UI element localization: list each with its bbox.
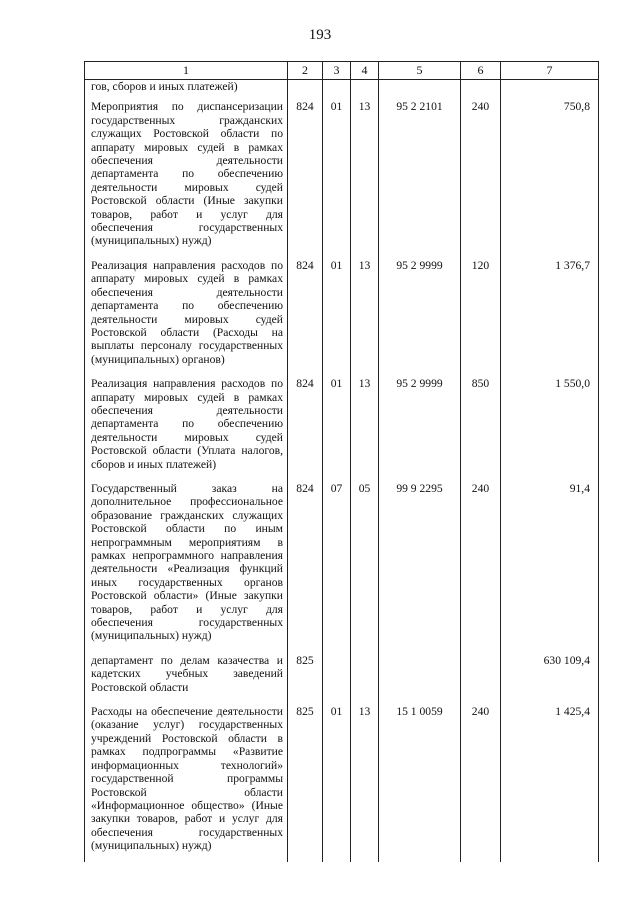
table-row xyxy=(85,257,599,375)
row-amount: 750,8 xyxy=(501,98,599,256)
row-target: 95 2 2101 xyxy=(379,98,461,256)
table-row xyxy=(85,703,599,861)
row-amount: 1 425,4 xyxy=(501,703,599,861)
row-target: 95 2 9999 xyxy=(379,257,461,375)
row-description: Реализация направления расходов по аппарату мировых судей в рамках обеспечения деятельности департамента по обеспечению деятельности мировых судей Ростовской области (Уплата налогов, сборов и иных платежей) xyxy=(85,375,288,480)
row-code: 824 xyxy=(288,375,323,480)
row-expense-type: 120 xyxy=(461,257,501,375)
row-subsection: 13 xyxy=(351,703,379,861)
row-target: 15 1 0059 xyxy=(379,703,461,861)
row-expense-type: 240 xyxy=(461,98,501,256)
column-header-3: 3 xyxy=(323,62,351,80)
page-number: 193 xyxy=(308,27,332,43)
row-subsection: 13 xyxy=(351,98,379,256)
row-description: Мероприятия по диспансеризации государственных гражданских служащих Ростовской области по аппарату мировых судей в рамках обеспечения деятельности департамента по обеспечению деятельности мировых судей Ростовской области (Иные закупки товаров, работ и услуг для обеспечения государственных (муниципальных) нужд) xyxy=(85,98,288,256)
table-row xyxy=(85,98,599,256)
row-description: департамент по делам казачества и кадетских учебных заведений Ростовской области xyxy=(85,652,288,703)
row-expense-type xyxy=(461,652,501,703)
continuation-text: гов, сборов и иных платежей) xyxy=(85,80,288,99)
table-header xyxy=(85,62,599,80)
row-target: 99 9 2295 xyxy=(379,480,461,652)
row-expense-type: 850 xyxy=(461,375,501,480)
row-section: 01 xyxy=(323,257,351,375)
row-subsection: 13 xyxy=(351,257,379,375)
row-section: 01 xyxy=(323,703,351,861)
row-code: 825 xyxy=(288,703,323,861)
row-code: 824 xyxy=(288,480,323,652)
table-row xyxy=(85,480,599,652)
row-code: 825 xyxy=(288,652,323,703)
row-expense-type: 240 xyxy=(461,703,501,861)
row-expense-type: 240 xyxy=(461,480,501,652)
table-row xyxy=(85,375,599,480)
row-description: Реализация направления расходов по аппарату мировых судей в рамках обеспечения деятельности департамента по обеспечению деятельности мировых судей Ростовской области (Расходы на выплаты персоналу государственных (муниципальных) органов) xyxy=(85,257,288,375)
row-subsection: 05 xyxy=(351,480,379,652)
budget-table xyxy=(84,61,599,862)
row-section: 01 xyxy=(323,98,351,256)
row-code: 824 xyxy=(288,257,323,375)
column-header-1: 1 xyxy=(85,62,288,80)
row-description: Государственный заказ на дополнительное профессиональное образование гражданских служащих Ростовской области по иным непрограммным мероприятиям в рамках непрограммного направления деятельности «Реализация функций иных государственных органов Ростовской области» (Иные закупки товаров, работ и услуг для обеспечения государственных (муниципальных) нужд) xyxy=(85,480,288,652)
table-row xyxy=(85,652,599,703)
column-header-6: 6 xyxy=(461,62,501,80)
row-section: 01 xyxy=(323,375,351,480)
row-amount: 1 550,0 xyxy=(501,375,599,480)
row-subsection xyxy=(351,652,379,703)
column-header-4: 4 xyxy=(351,62,379,80)
continuation-row xyxy=(85,80,599,99)
column-header-7: 7 xyxy=(501,62,599,80)
column-header-2: 2 xyxy=(288,62,323,80)
row-section xyxy=(323,652,351,703)
row-target: 95 2 9999 xyxy=(379,375,461,480)
row-description: Расходы на обеспечение деятельности (оказание услуг) государственных учреждений Ростовской области в рамках подпрограммы «Развитие информационных технологий» государственной программы Ростовской области «Информационное общество» (Иные закупки товаров, работ и услуг для обеспечения государственных (муниципальных) нужд) xyxy=(85,703,288,861)
header-row xyxy=(85,62,599,80)
row-section: 07 xyxy=(323,480,351,652)
row-target xyxy=(379,652,461,703)
row-amount: 1 376,7 xyxy=(501,257,599,375)
row-amount: 91,4 xyxy=(501,480,599,652)
row-subsection: 13 xyxy=(351,375,379,480)
column-header-5: 5 xyxy=(379,62,461,80)
row-amount: 630 109,4 xyxy=(501,652,599,703)
row-code: 824 xyxy=(288,98,323,256)
